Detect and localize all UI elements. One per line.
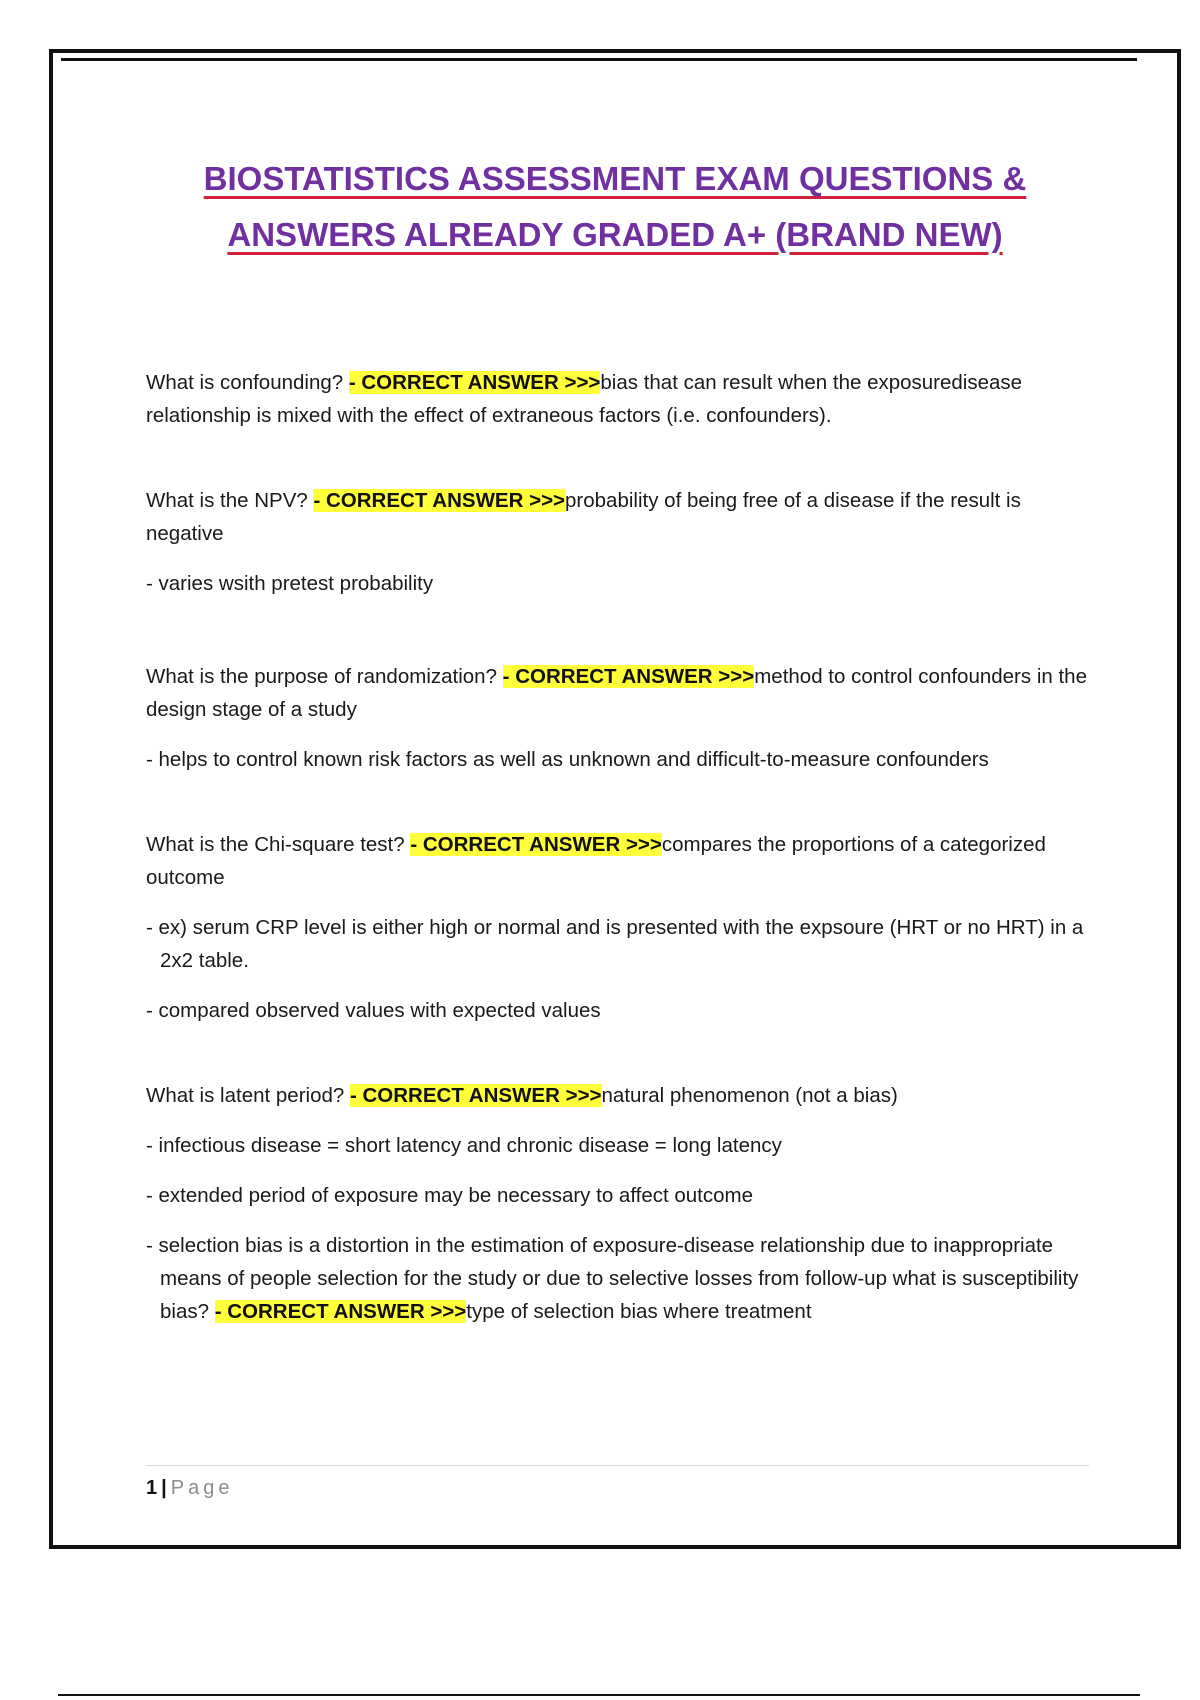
page-footer: [146, 1475, 233, 1501]
page-frame: [49, 49, 1181, 1549]
answer-text: method to control confounders in the design stage of a study: [146, 665, 1087, 721]
qa-item: [146, 1079, 1089, 1328]
bullet-point: - ex) serum CRP level is either high or normal and is presented with the expsoure (HRT or no HRT) in a 2x2 table.: [146, 916, 1084, 972]
qa-item: [146, 366, 1089, 432]
top-rule: [61, 58, 1137, 61]
bullet-point: [146, 1229, 1089, 1328]
bullet-point: - extended period of exposure may be necessary to affect outcome: [146, 1184, 754, 1207]
question-text: What is the NPV?: [146, 489, 314, 512]
bullet-point: - compared observed values with expected values: [146, 999, 601, 1022]
question-text: What is latent period?: [146, 1084, 350, 1107]
correct-answer-marker: - CORRECT ANSWER >>>: [502, 665, 755, 688]
page-number: 1: [146, 1477, 158, 1499]
qa-question-paragraph: [146, 828, 1089, 894]
answer-text: compares the proportions of a categorized outcome: [146, 833, 1046, 889]
title-line-1: BIOSTATISTICS ASSESSMENT EXAM QUESTIONS &: [203, 160, 1027, 197]
qa-item: [146, 828, 1089, 1027]
answer-text: probability of being free of a disease if the result is negative: [146, 489, 1021, 545]
correct-answer-marker: - CORRECT ANSWER >>>: [349, 1084, 602, 1107]
title-line-2: ANSWERS ALREADY GRADED A+ (BRAND NEW): [227, 216, 1003, 253]
bullet-point: - varies wsith pretest probability: [146, 572, 434, 595]
question-text: What is the purpose of randomization?: [146, 665, 503, 688]
qa-question-paragraph: [146, 366, 1089, 432]
page-label: Page: [170, 1477, 234, 1499]
question-text: What is the Chi-square test?: [146, 833, 411, 856]
qa-question-paragraph: [146, 484, 1089, 550]
bullet-text: - selection bias is a distortion in the estimation of exposure-disease relationship due to inappropriate means of people selection for the study or due to selective losses from follow-up what is susceptibility bias?: [146, 1234, 1079, 1323]
answer-text: natural phenomenon (not a bias): [601, 1084, 898, 1107]
qa-item: [146, 660, 1089, 776]
qa-item: [146, 484, 1089, 600]
correct-answer-marker: - CORRECT ANSWER >>>: [348, 371, 601, 394]
qa-question-paragraph: [146, 1079, 1089, 1112]
correct-answer-marker: - CORRECT ANSWER >>>: [214, 1300, 467, 1323]
question-text: What is confounding?: [146, 371, 349, 394]
footer-rule: [146, 1465, 1089, 1466]
document-title: [53, 151, 1177, 263]
page-separator: |: [161, 1477, 167, 1499]
next-page-top-rule: [58, 1694, 1140, 1696]
qa-content: [146, 366, 1089, 1380]
qa-question-paragraph: [146, 660, 1089, 726]
bullet-point: - infectious disease = short latency and chronic disease = long latency: [146, 1134, 782, 1157]
correct-answer-marker: - CORRECT ANSWER >>>: [410, 833, 662, 856]
bullet-point: - helps to control known risk factors as well as unknown and difficult-to-measure confounders: [146, 748, 989, 771]
answer-text: bias that can result when the exposuredisease relationship is mixed with the effect of extraneous factors (i.e. confounders).: [146, 371, 1023, 427]
answer-text: type of selection bias where treatment: [466, 1300, 812, 1323]
correct-answer-marker: - CORRECT ANSWER >>>: [313, 489, 566, 512]
